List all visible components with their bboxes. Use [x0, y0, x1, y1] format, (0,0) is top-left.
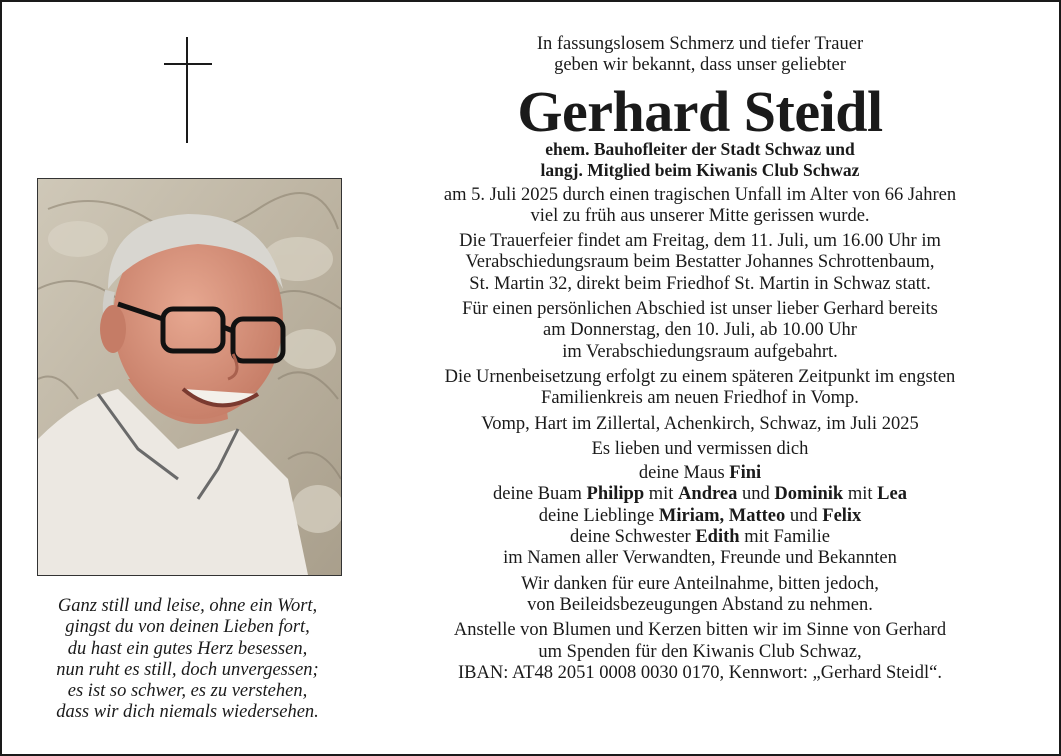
death-line: am 5. Juli 2025 durch einen tragischen Unfall im Alter von 66 Jahren	[443, 184, 957, 205]
mourner-others: im Namen aller Verwandten, Freunde und Bekannten	[503, 548, 897, 569]
burial-line: Familienkreis am neuen Friedhof in Vomp.	[541, 388, 859, 409]
poem-line: dass wir dich niemals wiedersehen.	[56, 702, 319, 723]
notice-text	[400, 34, 1000, 684]
poem-line: Ganz still und leise, ohne ein Wort,	[57, 596, 318, 616]
role-line: ehem. Bauhofleiter der Stadt Schwaz und	[545, 138, 855, 159]
cross-icon	[164, 37, 214, 147]
donation-line: Anstelle von Blumen und Kerzen bitten wir im Sinne von Gerhard	[453, 620, 947, 641]
deceased-name: Gerhard Steidl	[517, 78, 883, 144]
donation-line: um Spenden für den Kiwanis Club Schwaz,	[538, 641, 862, 662]
role-line: langj. Mitglied beim Kiwanis Club Schwaz	[540, 159, 860, 180]
thanks-line: von Beileidsbezeugungen Abstand zu nehmen.	[527, 594, 873, 615]
death-line: viel zu früh aus unserer Mitte gerissen wurde.	[530, 205, 870, 226]
portrait-photo	[37, 178, 342, 576]
viewing-line: Für einen persönlichen Abschied ist unser lieber Gerhard bereits	[462, 299, 938, 320]
thanks-line: Wir danken für eure Anteilnahme, bitten jedoch,	[521, 573, 879, 594]
mourners-intro: Es lieben und vermissen dich	[591, 438, 809, 459]
poem-line: du hast ein gutes Herz besessen,	[67, 638, 308, 659]
poem	[20, 596, 355, 724]
viewing-line: im Verabschiedungsraum aufgebahrt.	[562, 341, 838, 362]
ceremony-line: St. Martin 32, direkt beim Friedhof St. Martin in Schwaz statt.	[469, 273, 931, 294]
mourner-sons: deine Buam Philipp mit Andrea und Dominik mit Lea	[493, 484, 907, 505]
mourner-grandchildren: deine Lieblinge Miriam, Matteo und Felix	[538, 505, 862, 526]
viewing-line: am Donnerstag, den 10. Juli, ab 10.00 Uhr	[543, 320, 857, 341]
mourner-wife: deine Maus Fini	[638, 463, 762, 484]
poem-line: nun ruht es still, doch unvergessen;	[56, 659, 319, 680]
intro-line: In fassungslosem Schmerz und tiefer Trauer	[536, 34, 864, 54]
intro-line: geben wir bekannt, dass unser geliebter	[554, 55, 846, 76]
poem-line: es ist so schwer, es zu verstehen,	[67, 681, 308, 702]
poem-line: gingst du von deinen Lieben fort,	[65, 617, 310, 638]
ceremony-line: Die Trauerfeier findet am Freitag, dem 11. Juli, um 16.00 Uhr im	[459, 231, 941, 252]
burial-line: Die Urnenbeisetzung erfolgt zu einem späteren Zeitpunkt im engsten	[444, 366, 956, 387]
donation-line: IBAN: AT48 2051 0008 0030 0170, Kennwort: „Gerhard Steidl“.	[457, 662, 943, 683]
mourner-sister: deine Schwester Edith mit Familie	[569, 527, 831, 548]
places-line: Vomp, Hart im Zillertal, Achenkirch, Schwaz, im Juli 2025	[481, 413, 919, 434]
ceremony-line: Verabschiedungsraum beim Bestatter Johannes Schrottenbaum,	[465, 252, 935, 273]
